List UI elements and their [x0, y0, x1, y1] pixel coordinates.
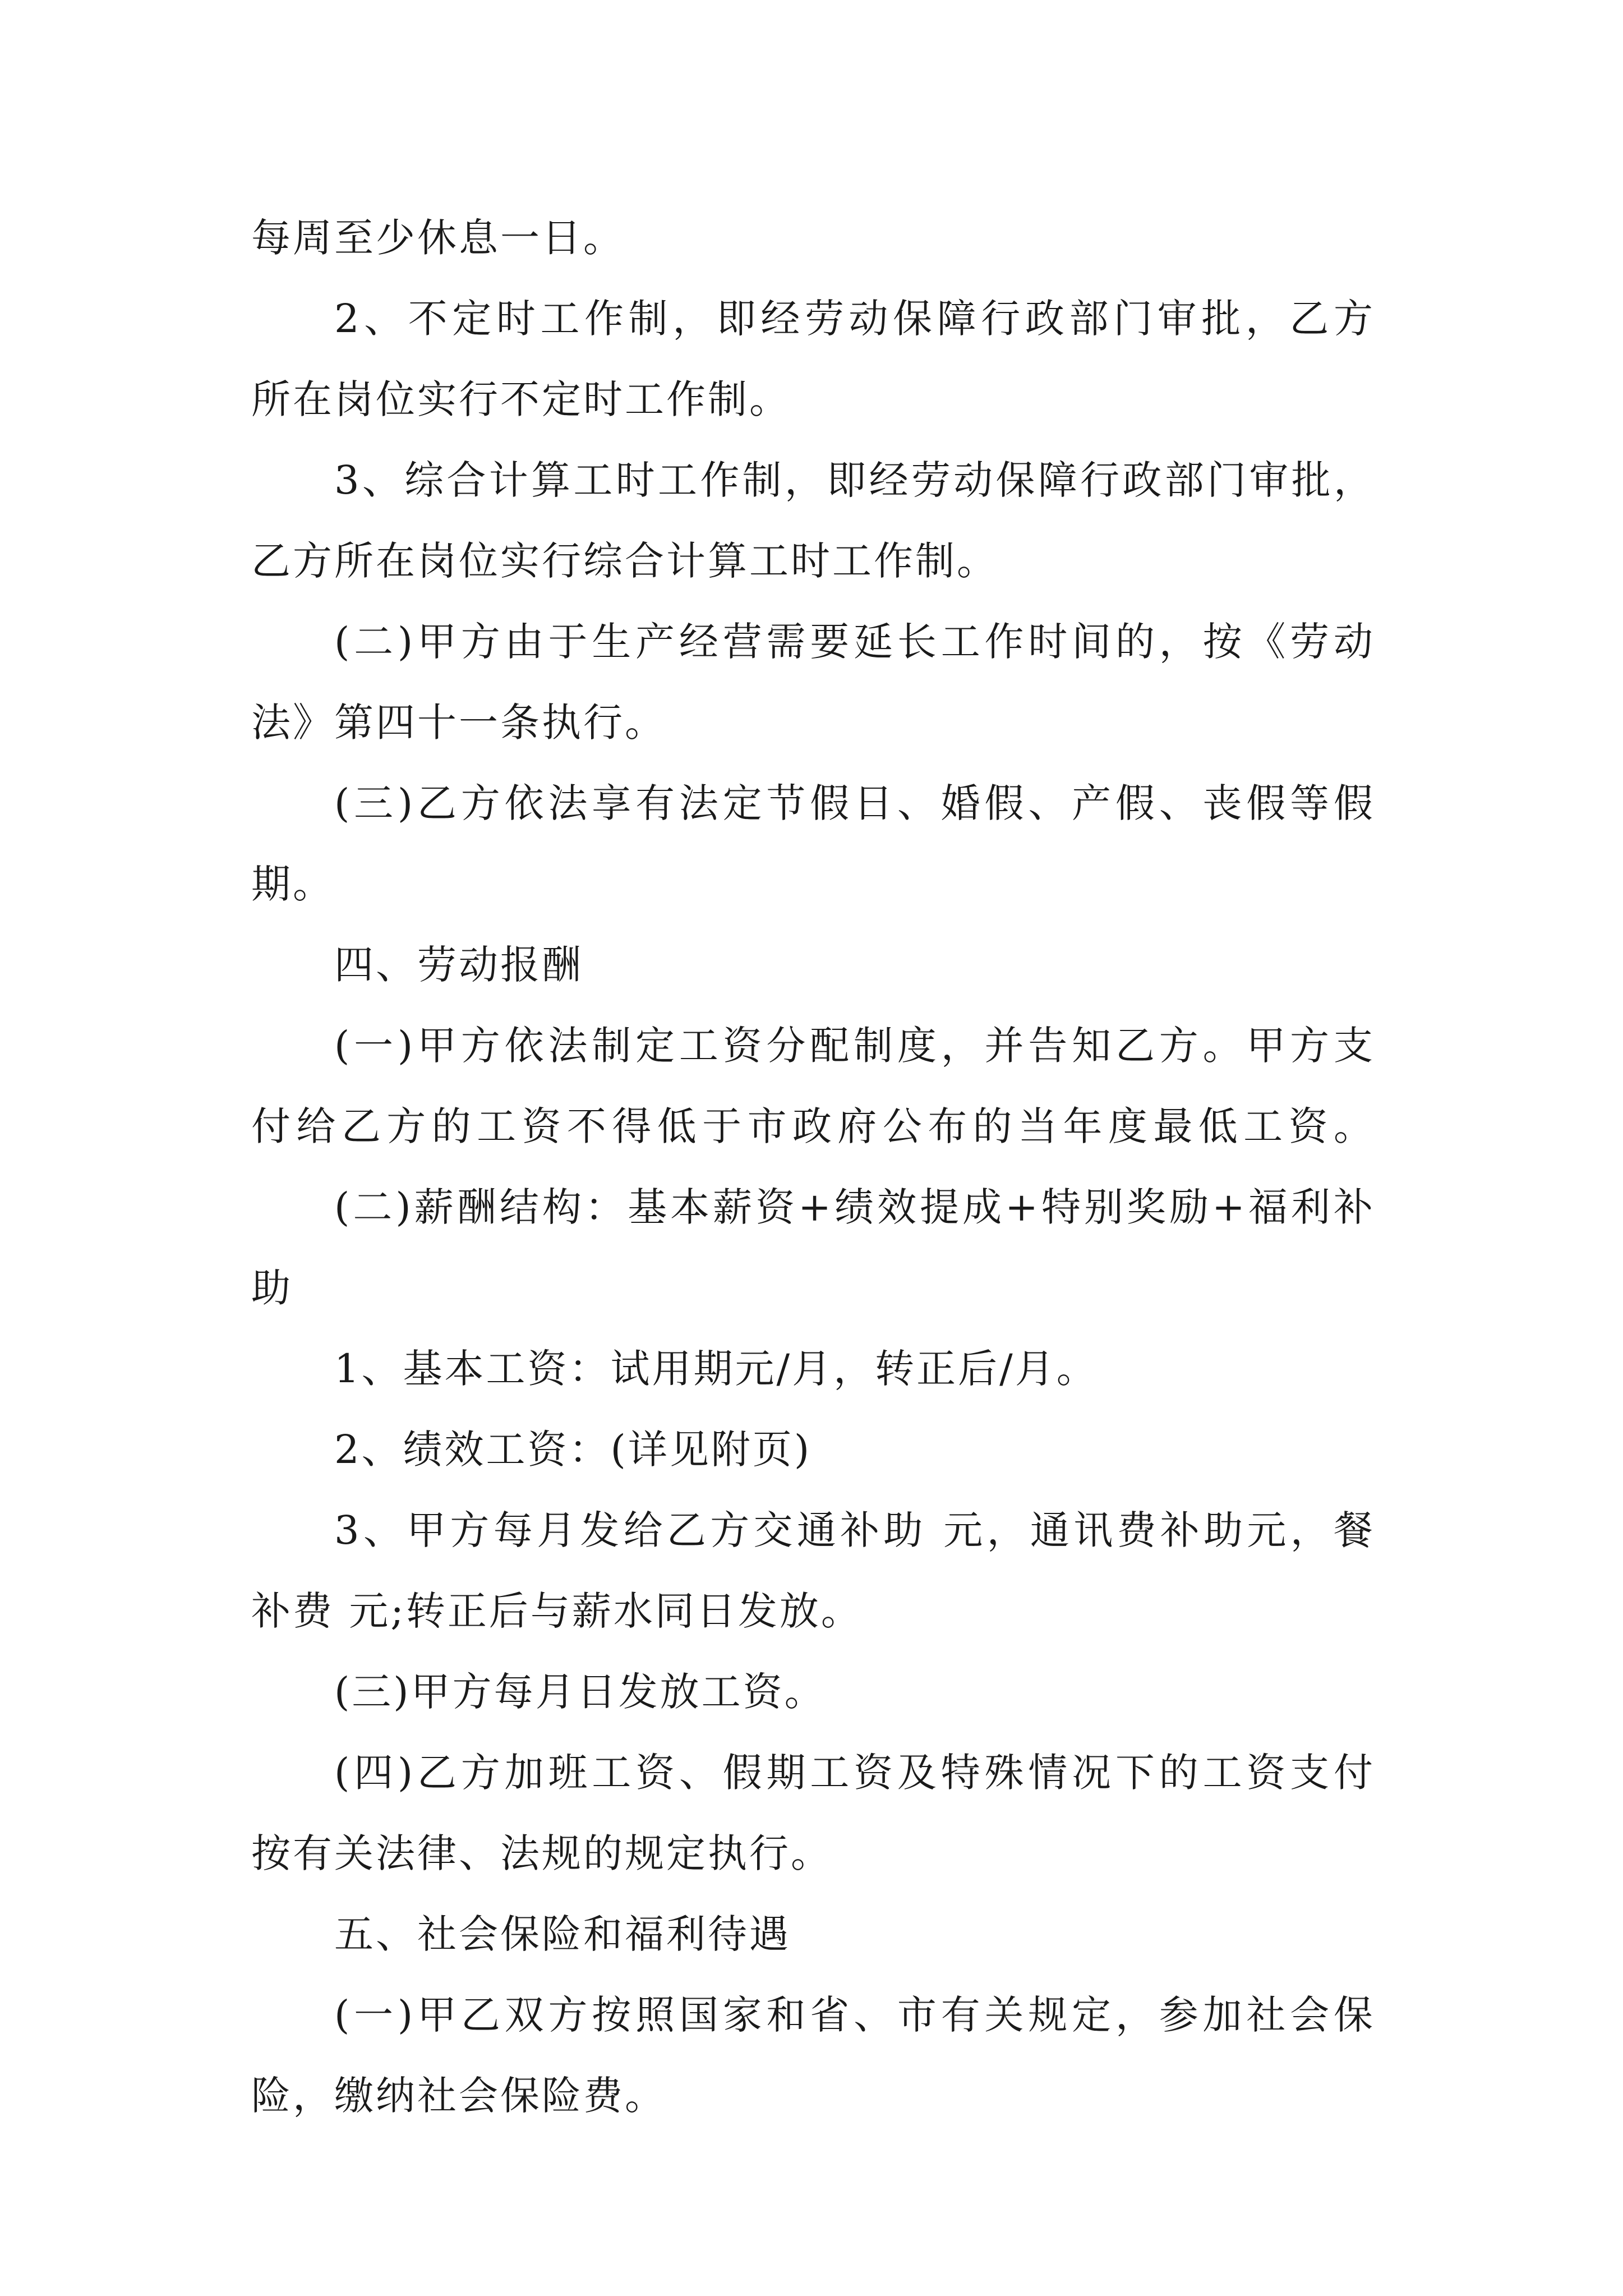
text-line: (一)甲乙双方按照国家和省、市有关规定，参加社会保: [334, 1992, 1375, 2038]
text-line: 3、甲方每月发给乙方交通补助 元，通讯费补助元，餐: [334, 1507, 1375, 1553]
text-line: 1、基本工资：试用期元/月，转正后/月。: [334, 1346, 1098, 1392]
text-line: 每周至少休息一日。: [251, 215, 625, 261]
text-line: (一)甲方依法制定工资分配制度，并告知乙方。甲方支: [334, 1023, 1375, 1069]
text-line: (四)乙方加班工资、假期工资及特殊情况下的工资支付: [334, 1750, 1375, 1796]
text-line: 乙方所在岗位实行综合计算工时工作制。: [251, 538, 998, 584]
text-line: 付给乙方的工资不得低于市政府公布的当年度最低工资。: [251, 1103, 1375, 1149]
text-line: 期。: [251, 861, 334, 907]
text-line: 3、综合计算工时工作制，即经劳动保障行政部门审批，: [334, 457, 1375, 503]
text-line: 2、不定时工作制，即经劳动保障行政部门审批，乙方: [334, 296, 1375, 342]
section-heading: 五、社会保险和福利待遇: [334, 1911, 791, 1957]
text-line: 助: [251, 1265, 293, 1311]
text-line: 按有关法律、法规的规定执行。: [251, 1830, 832, 1876]
text-line: (二)甲方由于生产经营需要延长工作时间的，按《劳动: [334, 619, 1375, 665]
text-line: 所在岗位实行不定时工作制。: [251, 376, 791, 422]
text-line: 险，缴纳社会保险费。: [251, 2073, 666, 2119]
text-line: 法》第四十一条执行。: [251, 700, 666, 746]
section-heading: 四、劳动报酬: [334, 942, 583, 988]
text-line: 2、绩效工资：(详见附页): [334, 1427, 812, 1473]
text-line: (二)薪酬结构：基本薪资+绩效提成+特别奖励+福利补: [334, 1184, 1375, 1230]
text-line: (三)乙方依法享有法定节假日、婚假、产假、丧假等假: [334, 780, 1375, 826]
text-line: (三)甲方每月日发放工资。: [334, 1669, 826, 1715]
text-line: 补费 元;转正后与薪水同日发放。: [251, 1588, 863, 1634]
